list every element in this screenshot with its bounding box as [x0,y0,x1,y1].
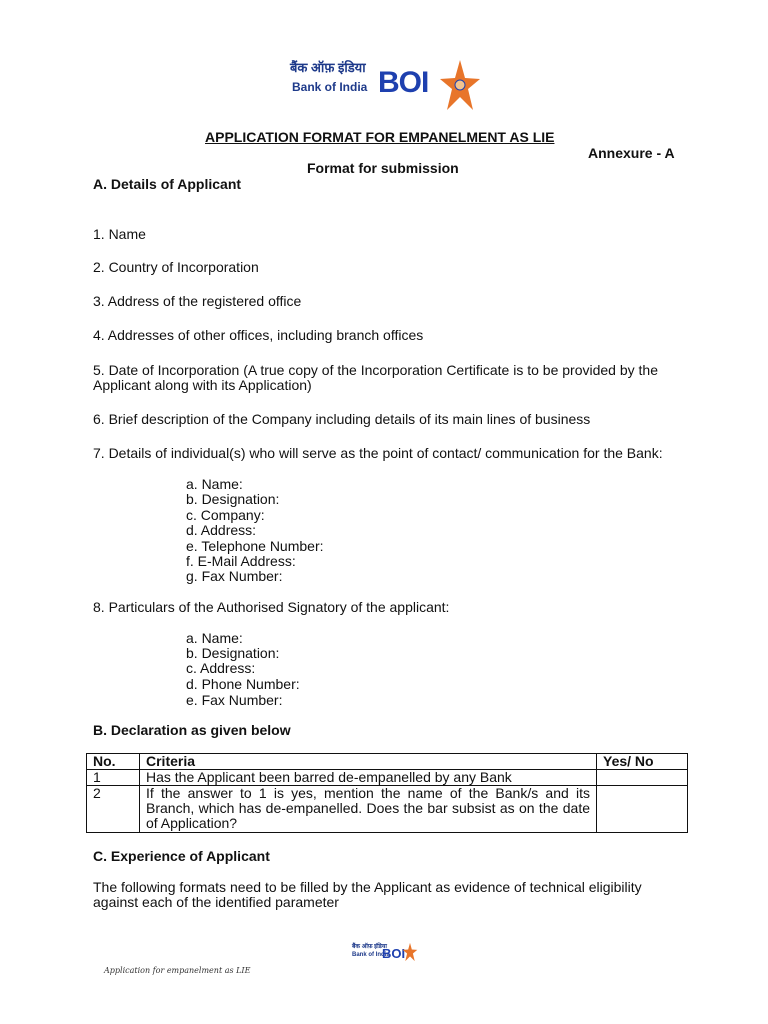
row-criteria: Has the Applicant been barred de-empanelled by any Bank [140,770,597,786]
row-answer[interactable] [597,786,688,833]
contact-field: e. Telephone Number: [186,538,324,554]
footer-star-icon [402,940,418,964]
table-row [87,786,688,833]
declaration-table [86,753,688,833]
column-header: Yes/ No [597,754,688,770]
signatory-field: b. Designation: [186,645,280,661]
table-header-row [87,754,688,770]
list-item: 3. Address of the registered office [93,293,302,309]
document-title: APPLICATION FORMAT FOR EMPANELMENT AS LIE [205,129,555,145]
footer-logo [352,940,422,970]
list-item: 2. Country of Incorporation [93,259,259,275]
list-item: 7. Details of individual(s) who will serve as the point of contact/ communication for the Bank: [93,445,663,461]
signatory-field: a. Name: [186,630,243,646]
footer-logo-mark: BOI [382,946,406,961]
list-item: 8. Particulars of the Authorised Signatory of the applicant: [93,599,450,615]
list-item: 4. Addresses of other offices, including branch offices [93,327,424,343]
row-criteria: If the answer to 1 is yes, mention the name of the Bank/s and its Branch, which has de-empanelled. Does the bar subsist as on the date of Application? [140,786,597,833]
list-item: 6. Brief description of the Company including details of its main lines of business [93,411,591,427]
annexure-label: Annexure - A [588,145,675,161]
footer-logo-hindi: बैंक ऑफ़ इंडिया [352,944,387,950]
contact-field: c. Company: [186,507,265,523]
section-c-text: The following formats need to be filled by the Applicant as evidence of technical eligibility [93,879,642,895]
list-item: 1. Name [93,226,146,242]
column-header: No. [87,754,140,770]
signatory-field: c. Address: [186,660,256,676]
contact-field: a. Name: [186,476,243,492]
list-item-continuation: Applicant along with its Application) [93,377,312,393]
section-c-text: against each of the identified parameter [93,894,339,910]
signatory-field: d. Phone Number: [186,676,300,692]
row-number: 1 [87,770,140,786]
row-answer[interactable] [597,770,688,786]
logo-hindi-text: बैंक ऑफ़ इंडिया [290,60,366,75]
column-header: Criteria [140,754,597,770]
star-icon [438,58,482,112]
section-a-heading: A. Details of Applicant [93,176,242,192]
table-row [87,770,688,786]
footer-note: Application for empanelment as LIE [104,966,251,975]
contact-field: b. Designation: [186,491,280,507]
contact-field: f. E-Mail Address: [186,553,296,569]
bank-logo [290,58,490,114]
section-b-heading: B. Declaration as given below [93,722,291,738]
document-subtitle: Format for submission [307,160,459,176]
section-c-heading: C. Experience of Applicant [93,848,270,864]
signatory-field: e. Fax Number: [186,692,283,708]
row-number: 2 [87,786,140,833]
footer-logo-english: Bank of India [352,952,390,958]
contact-field: d. Address: [186,522,257,538]
contact-field: g. Fax Number: [186,568,283,584]
logo-english-text: Bank of India [292,80,368,94]
list-item: 5. Date of Incorporation (A true copy of the Incorporation Certificate is to be provided by the [93,362,658,378]
logo-mark-text: BOI [378,66,429,99]
